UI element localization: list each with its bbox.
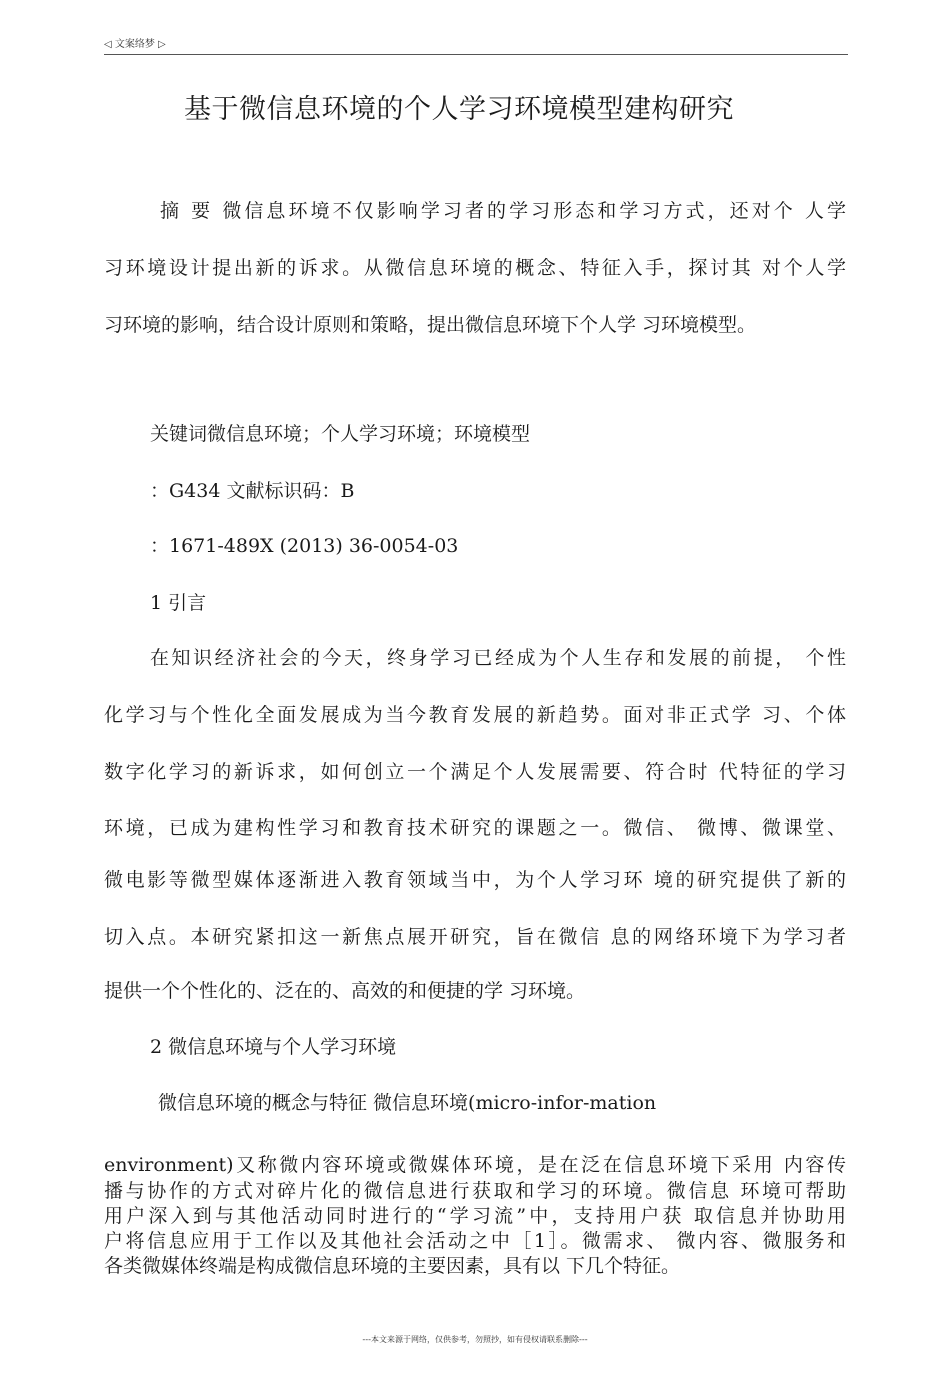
body-line: 化学习与个性化全面发展成为当今教育发展的新趋势。面对非正式学 习、个体 [104,704,846,726]
body-line: 播与协作的方式对碎片化的微信息进行获取和学习的环境。微信息 环境可帮助 [104,1180,846,1202]
section-heading: 2 微信息环境与个人学习环境 [150,1036,397,1058]
section-heading: 1 引言 [150,592,207,614]
keywords-line: 关键词微信息环境；个人学习环境；环境模型 [150,423,531,445]
body-line: 用户深入到与其他活动同时进行的“学习流”中，支持用户获 取信息并协助用 [104,1205,846,1227]
header-brand: ◁ 文案络梦 ▷ [104,39,166,50]
body-line: 户将信息应用于工作以及其他社会活动之中［1］。微需求、 微内容、微服务和 [104,1230,846,1252]
document-title: 基于微信息环境的个人学习环境模型建构研究 [184,94,734,125]
abstract-line: 摘 要 微信息环境不仅影响学习者的学习形态和学习方式，还对个 人学 [160,200,846,222]
abstract-line: 习环境设计提出新的诉求。从微信息环境的概念、特征入手，探讨其 对个人学 [104,257,846,279]
classification-line: ：G434 文献标识码：B [150,480,355,502]
body-line: 提供一个个性化的、泛在的、高效的和便捷的学 习环境。 [104,980,586,1002]
body-line: environment)又称微内容环境或微媒体环境，是在泛在信息环境下采用 内容传 [104,1154,846,1176]
body-line: 各类微媒体终端是构成微信息环境的主要因素，具有以 下几个特征。 [104,1255,681,1277]
page-footer: ---本文来源于网络，仅供参考，勿照抄，如有侵权请联系删除--- [362,1335,588,1344]
body-line: 数字化学习的新诉求，如何创立一个满足个人发展需要、符合时 代特征的学习 [104,761,846,783]
body-line: 切入点。本研究紧扣这一新焦点展开研究，旨在微信 息的网络环境下为学习者 [104,926,846,948]
issn-line: ：1671-489X (2013) 36-0054-03 [150,535,459,557]
body-line: 环境，已成为建构性学习和教育技术研究的课题之一。微信、 微博、微课堂、 [104,817,846,839]
page-header [104,38,848,55]
body-line: 在知识经济社会的今天，终身学习已经成为个人生存和发展的前提， 个性 [150,647,846,669]
body-line: 微电影等微型媒体逐渐进入教育领域当中，为个人学习环 境的研究提供了新的 [104,869,846,891]
abstract-line: 习环境的影响，结合设计原则和策略，提出微信息环境下个人学 习环境模型。 [104,314,757,336]
subsection-heading: 微信息环境的概念与特征 微信息环境(micro-infor-mation [158,1092,657,1114]
